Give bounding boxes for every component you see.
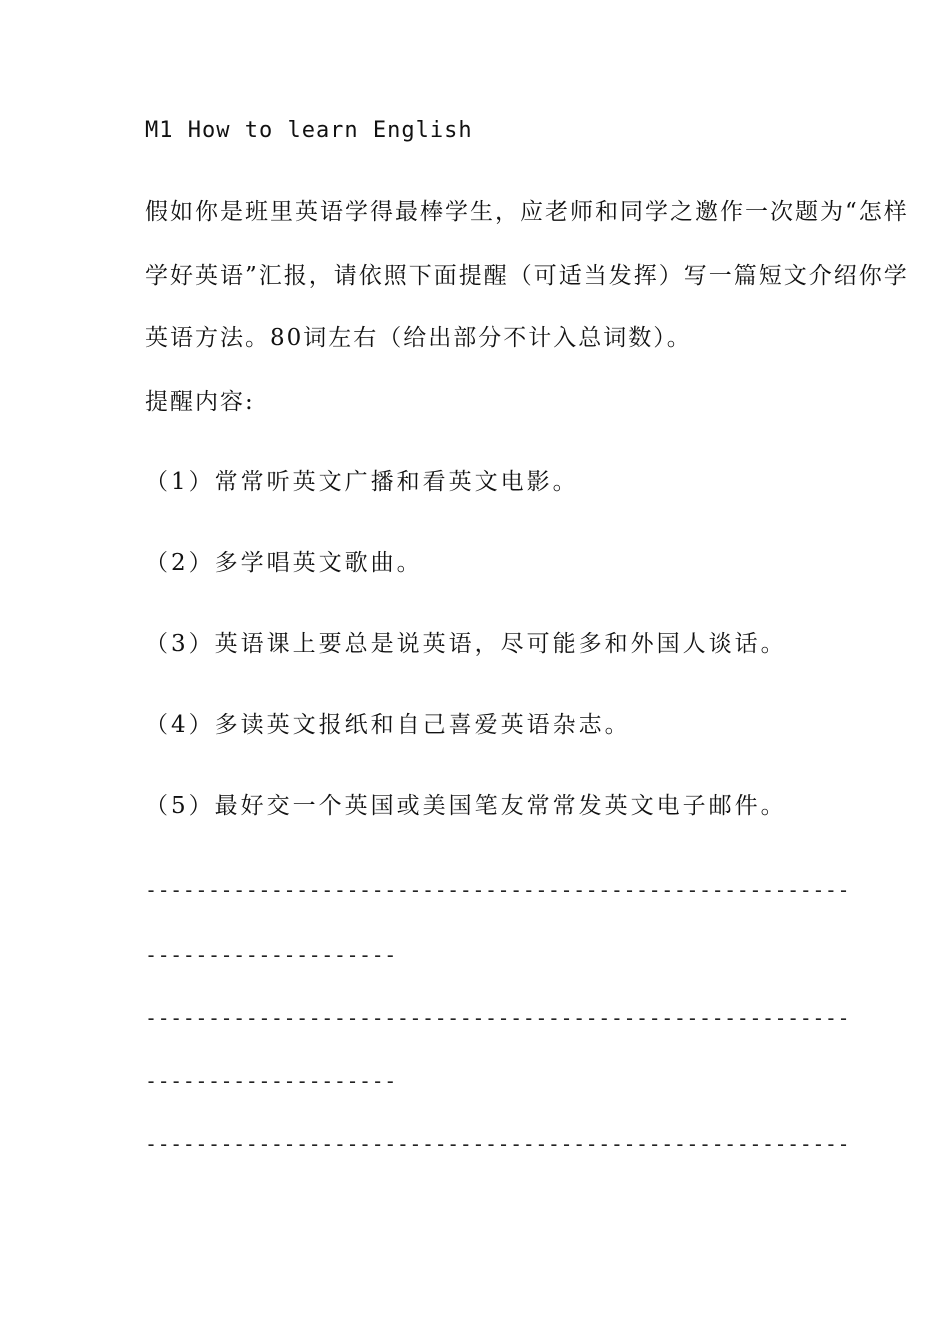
answer-line-4: -------------------- [145, 1069, 397, 1093]
instruction-line-2: 学好英语”汇报，请依照下面提醒（可适当发挥）写一篇短文介绍你学 [145, 263, 909, 289]
hint-item-3: （3）英语课上要总是说英语，尽可能多和外国人谈话。 [145, 631, 787, 657]
hint-item-1: （1）常常听英文广播和看英文电影。 [145, 469, 579, 495]
instruction-line-1: 假如你是班里英语学得最棒学生，应老师和同学之邀作一次题为“怎样 [145, 199, 909, 225]
answer-line-3: -------------------------------------------------------- [145, 1006, 851, 1030]
hint-item-5: （5）最好交一个英国或美国笔友常常发英文电子邮件。 [145, 793, 787, 819]
hint-item-2: （2）多学唱英文歌曲。 [145, 550, 423, 576]
answer-line-5: -------------------------------------------------------- [145, 1132, 851, 1156]
instruction-line-3: 英语方法。80词左右（给出部分不计入总词数）。 [145, 325, 692, 351]
answer-line-1: -------------------------------------------------------- [145, 878, 851, 902]
hint-label: 提醒内容: [145, 389, 255, 415]
answer-line-2: -------------------- [145, 943, 397, 967]
hint-item-4: （4）多读英文报纸和自己喜爱英语杂志。 [145, 712, 631, 738]
document-title: M1 How to learn English [145, 118, 473, 143]
